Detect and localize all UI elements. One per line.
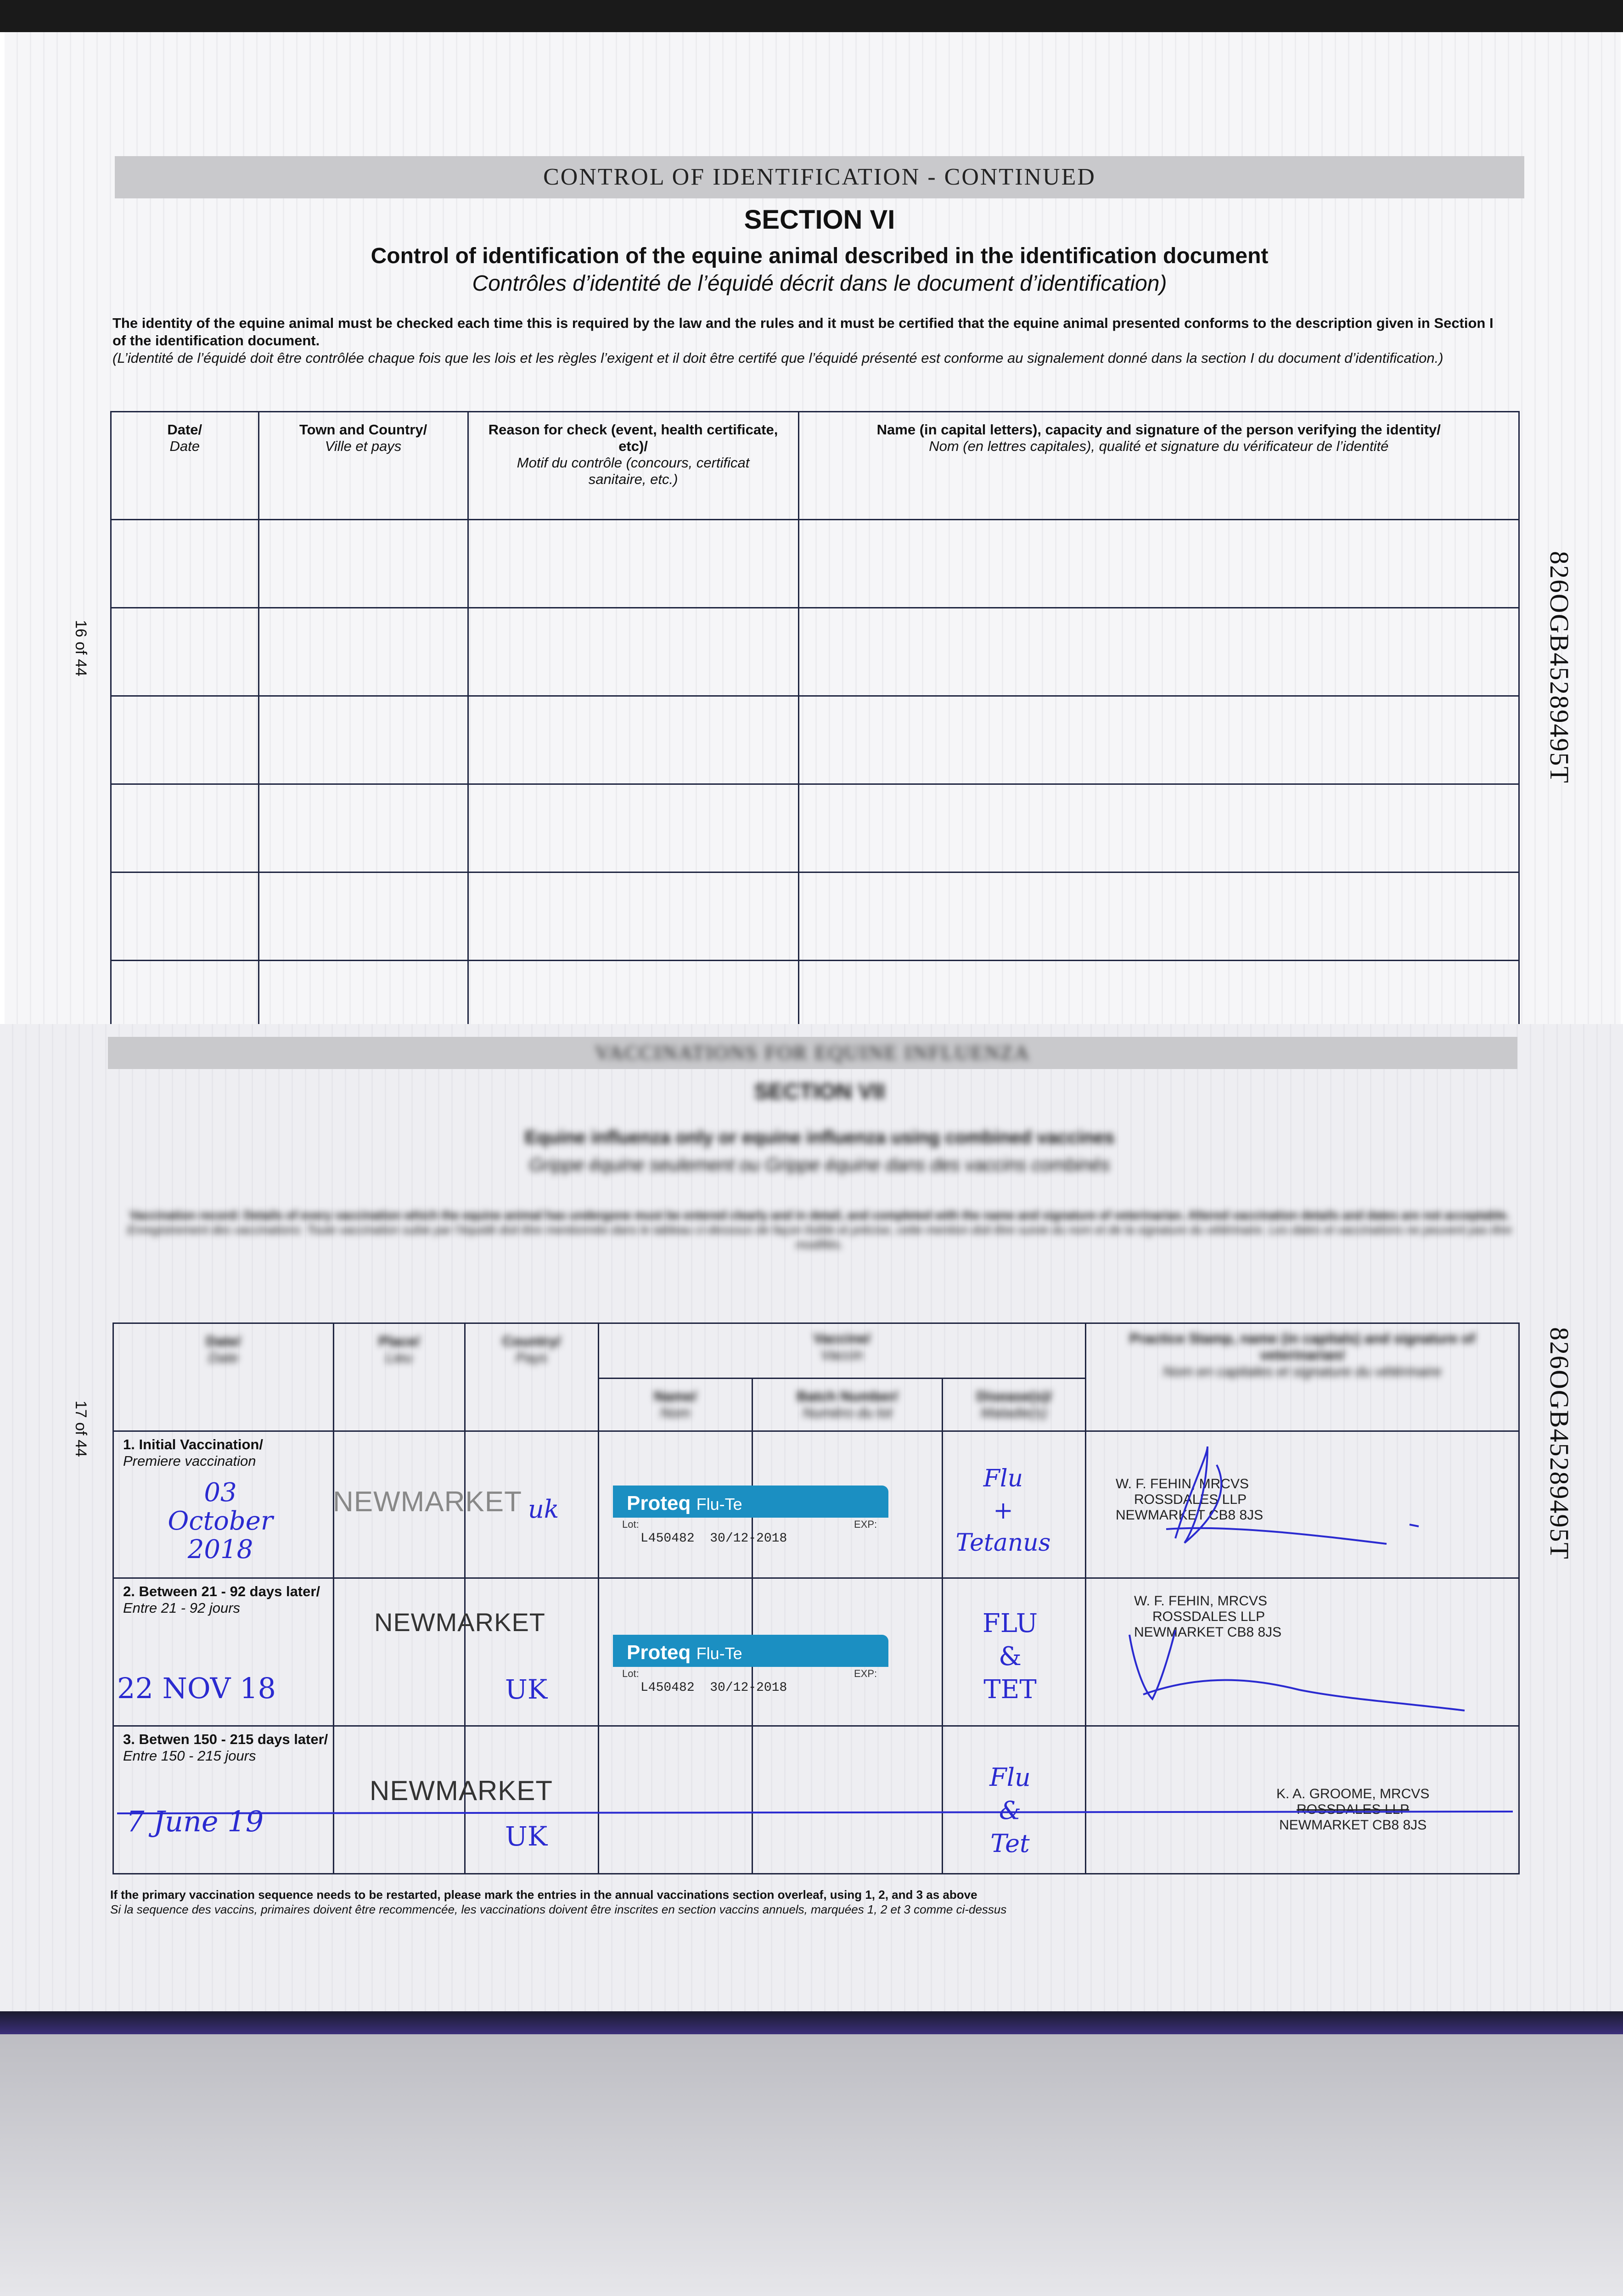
col-header-batch: Batch Number/ Numéro du lot xyxy=(797,1388,898,1421)
intro-text-2 xyxy=(124,1208,1515,1252)
table-row xyxy=(111,784,1519,872)
col-header-town: Town and Country/ Ville et pays xyxy=(299,422,427,454)
section-subtitle-fr: Contrôles d’identité de l’équidé décrit dans le document d’identification) xyxy=(472,271,1167,296)
place-stamp: NEWMARKET xyxy=(370,1775,553,1806)
scanner-edge xyxy=(0,0,1623,32)
document-code: 826OGB45289495T xyxy=(1544,551,1574,784)
page-header-bar xyxy=(115,156,1524,198)
col-header-stamp: Practice Stamp, name (in capitals) and signature of veterinarian/ Nom en capitales et signature du vétérinaire xyxy=(1129,1330,1475,1379)
book-edge xyxy=(0,2011,1623,2034)
col-header-disease: Disease(s)/ Maladie(s) xyxy=(976,1388,1052,1421)
col-header-date-2: Date/ Date xyxy=(206,1333,241,1366)
place-stamp: NEWMARKET xyxy=(374,1608,545,1637)
intro-text-en: The identity of the equine animal must be checked each time this is required by the law and the rules and it must be certified that the equine animal presented conforms to the description given in Section I of the identification document. xyxy=(112,315,1494,349)
vet-stamp: W. F. FEHIN, MRCVS ROSSDALES LLP NEWMARKET CB8 8JS xyxy=(1116,1476,1264,1523)
intro-text-fr-2: Enregistrement des vaccinations: Toute vaccination subie par l’équidé doit être mentionnée dans le tableau ci-dessous de façon lisible et précise, cette mention doit être suivie du nom et de la signature du vétérinaire. Les dates et vaccinations ne peuvent pas être modifiés. xyxy=(127,1223,1512,1251)
row-label: 2. Between 21 - 92 days later/ Entre 21 - 92 jours xyxy=(123,1583,320,1616)
handwritten-disease: Flu + Tetanus xyxy=(955,1465,1051,1557)
section-subtitle-en: Control of identification of the equine animal described in the identification document xyxy=(371,244,1269,268)
place-stamp: NEWMARKET xyxy=(333,1486,522,1518)
signature-strike-line xyxy=(112,1807,1520,1816)
footnote xyxy=(110,1887,1515,1917)
table-row xyxy=(111,520,1519,608)
handwritten-date: 7 June 19 xyxy=(126,1805,264,1838)
handwritten-date: 03 October 2018 xyxy=(168,1478,273,1564)
table-row xyxy=(111,961,1519,1025)
handwritten-country: UK xyxy=(505,1674,548,1705)
batch-values: L450482 30/12-2018 xyxy=(640,1531,787,1546)
col-header-reason: Reason for check (event, health certificate, etc)/ Motif du contrôle (concours, certificat sanitaire, etc.) xyxy=(488,422,778,487)
footnote-fr: Si la sequence des vaccins, primaires doivent être recommencée, les vaccinations doivent être inscrites en section vaccins annuels, marquées 1, 2 et 3 comme ci-dessus xyxy=(110,1902,1007,1916)
intro-text-fr: (L’identité de l’équidé doit être contrôlée chaque fois que les lois et les règles l’exigent et il doit être certifé que l’équidé présenté est conforme au signalement donné dans la section I du document d’identification.) xyxy=(112,350,1443,366)
vet-stamp: W. F. FEHIN, MRCVS ROSSDALES LLP NEWMARKET CB8 8JS xyxy=(1134,1593,1282,1640)
table-row xyxy=(111,696,1519,784)
vet-signature xyxy=(1116,1616,1483,1717)
handwritten-country: uk xyxy=(528,1495,559,1524)
page-header-bar-2 xyxy=(108,1037,1517,1069)
col-header-date: Date/ Date xyxy=(167,422,202,454)
handwritten-disease: Flu & Tet xyxy=(989,1763,1031,1858)
document-code-2: 826OGB45289495T xyxy=(1544,1327,1574,1560)
page-number-2: 17 of 44 xyxy=(72,1401,90,1457)
handwritten-date: 22 NOV 18 xyxy=(117,1671,276,1705)
handwritten-country: UK xyxy=(505,1821,548,1852)
section-subtitle-en-2: Equine influenza only or equine influenza using combined vaccines xyxy=(524,1127,1115,1148)
handwritten-disease: FLU & TET xyxy=(982,1609,1038,1705)
col-header-country: Country/ Pays xyxy=(502,1333,561,1366)
scanner-background xyxy=(0,2034,1623,2296)
page-number: 16 of 44 xyxy=(72,620,90,676)
section-title: SECTION VI xyxy=(744,205,895,235)
vet-stamp: K. A. GROOME, MRCVS ROSSDALES LLP NEWMARKET CB8 8JS xyxy=(1276,1786,1430,1833)
batch-values: L450482 30/12-2018 xyxy=(640,1681,787,1695)
row-label: 1. Initial Vaccination/ Premiere vaccination xyxy=(123,1436,263,1469)
header-bar-text: CONTROL OF IDENTIFICATION - CONTINUED xyxy=(543,164,1096,190)
lot-label: Lot: xyxy=(622,1668,639,1679)
identity-check-table xyxy=(110,411,1520,1025)
header-bar-text-2: VACCINATIONS FOR EQUINE INFLUENZA xyxy=(595,1041,1030,1064)
col-header-name: Name (in capital letters), capacity and signature of the person verifying the identity/ Nom (en lettres capitales), qualité et signature du vérificateur de l’identité xyxy=(876,422,1441,454)
intro-text xyxy=(112,315,1504,367)
intro-text-en-2: Vaccination record: Details of every vaccination which the equine animal has undergone must be entered clearly and in detail, and completed with the name and signature of veterinarian. Altered vaccination details and dates are not acceptable. xyxy=(129,1208,1510,1222)
lot-label: Lot: xyxy=(622,1519,639,1530)
vaccine-label xyxy=(613,1486,888,1550)
table-row xyxy=(111,872,1519,961)
footnote-en: If the primary vaccination sequence needs to be restarted, please mark the entries in the annual vaccinations section overleaf, using 1, 2, and 3 as above xyxy=(110,1888,977,1902)
section-subtitle-fr-2: Grippe équine seulement ou Grippe équine dans des vaccins combinés xyxy=(529,1155,1110,1175)
col-header-place: Place/ Lieu xyxy=(378,1333,420,1366)
vaccine-brand: Proteq Flu-Te xyxy=(627,1641,742,1664)
table-row xyxy=(111,608,1519,696)
exp-label: EXP: xyxy=(854,1668,877,1679)
section-title-2: SECTION VII xyxy=(754,1080,885,1104)
row-label: 3. Betwen 150 - 215 days later/ Entre 150 - 215 jours xyxy=(123,1731,328,1764)
vet-signature xyxy=(1139,1437,1460,1557)
exp-label: EXP: xyxy=(854,1519,877,1530)
col-header-vaccine: Vaccine/ Vaccin xyxy=(813,1330,870,1363)
vaccine-brand: Proteq Flu-Te xyxy=(627,1492,742,1514)
col-header-vaccine-name: Name/ Nom xyxy=(654,1388,697,1421)
vaccine-label xyxy=(613,1635,888,1699)
